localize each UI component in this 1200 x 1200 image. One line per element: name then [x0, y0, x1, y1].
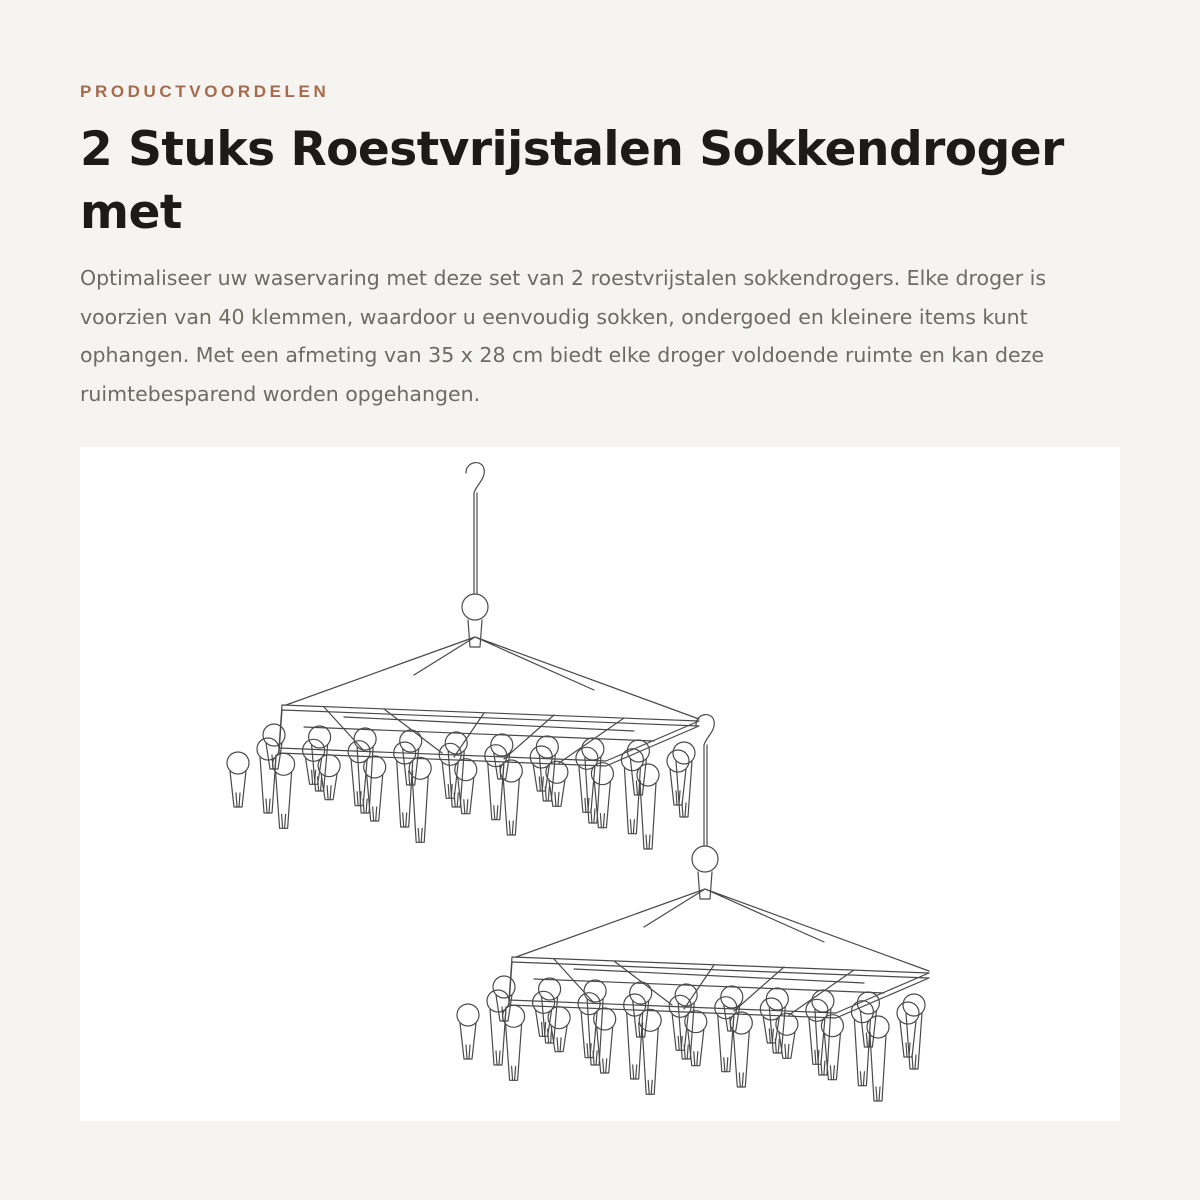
wire-frame [279, 705, 699, 766]
clothespin [673, 742, 695, 817]
product-title: 2 Stuks Roestvrijstalen Sokkendroger met [80, 122, 1064, 240]
clothespin [903, 994, 925, 1069]
suspension-wires [286, 637, 699, 719]
hanger-bottom [457, 715, 929, 1101]
clothespin [457, 1004, 479, 1059]
swivel-ring [692, 846, 718, 872]
suspension-wires [516, 889, 929, 971]
hanger-top [227, 463, 699, 849]
product-description: Optimaliseer uw waservaring met deze set van 2 roestvrijstalen sokkendrogers. Elke droger is voorzien van 40 klemmen, waardoor u eenvoudig sokken, ondergoed en kleinere items kunt ophangen. Met een afmeting van 35 x 28 cm biedt elke droger voldoende ruimte en kan deze ruimtebesparend worden opgehangen. [80, 266, 1047, 406]
clothespin [806, 999, 828, 1064]
clothespin [493, 976, 515, 1021]
clothespin [576, 747, 598, 812]
clothespin [491, 734, 513, 779]
wire-frame [509, 957, 929, 1018]
clothespins [457, 976, 925, 1101]
swivel-ring [462, 594, 488, 620]
clothespin [721, 986, 743, 1031]
hook-icon [466, 463, 484, 593]
product-image [80, 447, 1120, 1121]
section-eyebrow: PRODUCTVOORDELEN [80, 82, 330, 101]
hook-icon [696, 715, 714, 845]
clothespin [227, 752, 249, 807]
clothespins [227, 724, 695, 849]
clothespin [263, 724, 285, 769]
